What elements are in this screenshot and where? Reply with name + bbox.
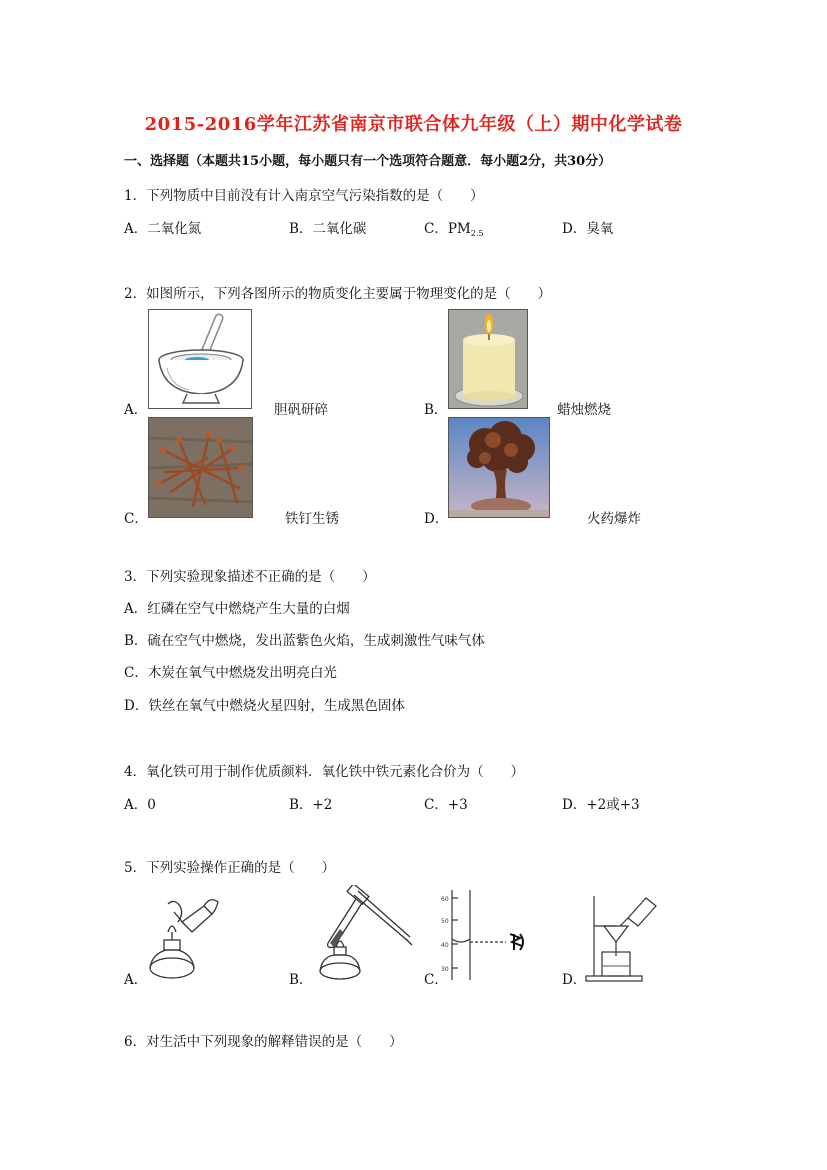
question-6-stem: 6．对生活中下列现象的解释错误的是（ ） bbox=[124, 1034, 403, 1050]
cylinder-tick-60: 60 bbox=[441, 896, 449, 903]
q2-option-c-caption: 铁钉生锈 bbox=[285, 511, 339, 527]
q5-option-c-letter: C． bbox=[424, 972, 448, 988]
q5-option-a-letter: A． bbox=[124, 972, 148, 988]
q2-option-a-caption: 胆矾研碎 bbox=[274, 402, 328, 418]
q4-option-a: A．0 bbox=[124, 797, 156, 813]
question-4-stem: 4．氧化铁可用于制作优质颜料．氧化铁中铁元素化合价为（ ） bbox=[124, 764, 525, 780]
explosion-image bbox=[448, 417, 550, 518]
q2-option-d-letter: D． bbox=[424, 511, 449, 527]
cylinder-tick-40: 40 bbox=[441, 942, 449, 949]
q1-option-a: A．二氧化氮 bbox=[124, 221, 202, 237]
cylinder-tick-30: 30 bbox=[441, 966, 449, 973]
q2-option-a-letter: A． bbox=[124, 402, 148, 418]
filtration-setup-figure bbox=[580, 890, 660, 984]
q2-option-b-caption: 蜡烛燃烧 bbox=[557, 402, 611, 418]
q3-option-b: B．硫在空气中燃烧，发出蓝紫色火焰，生成刺激性气味气体 bbox=[124, 633, 485, 649]
page-title: 2015-2016学年江苏省南京市联合体九年级（上）期中化学试卷 bbox=[144, 114, 683, 135]
cylinder-tick-50: 50 bbox=[441, 918, 449, 925]
q1-option-d: D．臭氧 bbox=[562, 221, 614, 237]
q4-option-d: D．+2或+3 bbox=[562, 797, 640, 813]
question-3-stem: 3．下列实验现象描述不正确的是（ ） bbox=[124, 569, 376, 585]
q3-option-c: C．木炭在氧气中燃烧发出明亮白光 bbox=[124, 665, 337, 681]
q1-option-b: B．二氧化碳 bbox=[289, 221, 367, 237]
q2-option-c-letter: C． bbox=[124, 511, 148, 527]
mortar-pestle-image bbox=[148, 309, 252, 409]
eye-icon bbox=[510, 934, 523, 950]
question-2-stem: 2．如图所示，下列各图所示的物质变化主要属于物理变化的是（ ） bbox=[124, 286, 552, 302]
candle-image bbox=[448, 309, 528, 409]
section-heading: 一、选择题（本题共15小题，每小题只有一个选项符合题意．每小题2分，共30分） bbox=[124, 154, 612, 169]
q5-option-b-letter: B． bbox=[289, 972, 313, 988]
question-1-stem: 1．下列物质中目前没有计入南京空气污染指数的是（ ） bbox=[124, 188, 484, 204]
q1-option-c: C．$PM_{2.5}$ bbox=[424, 221, 484, 238]
graduated-cylinder-reading-figure bbox=[440, 888, 540, 984]
q3-option-d: D．铁丝在氧气中燃烧火星四射，生成黑色固体 bbox=[124, 698, 405, 714]
q2-option-b-letter: B． bbox=[424, 402, 448, 418]
q4-option-c: C．+3 bbox=[424, 797, 468, 813]
q5-option-d-letter: D． bbox=[562, 972, 587, 988]
alcohol-lamp-lighting-figure bbox=[144, 892, 224, 984]
q3-option-a: A．红磷在空气中燃烧产生大量的白烟 bbox=[124, 601, 350, 617]
test-tube-heating-figure bbox=[310, 885, 414, 985]
rusty-nails-image bbox=[148, 417, 253, 518]
q4-option-b: B．+2 bbox=[289, 797, 333, 813]
q2-option-d-caption: 火药爆炸 bbox=[587, 511, 641, 527]
question-5-stem: 5．下列实验操作正确的是（ ） bbox=[124, 860, 336, 876]
